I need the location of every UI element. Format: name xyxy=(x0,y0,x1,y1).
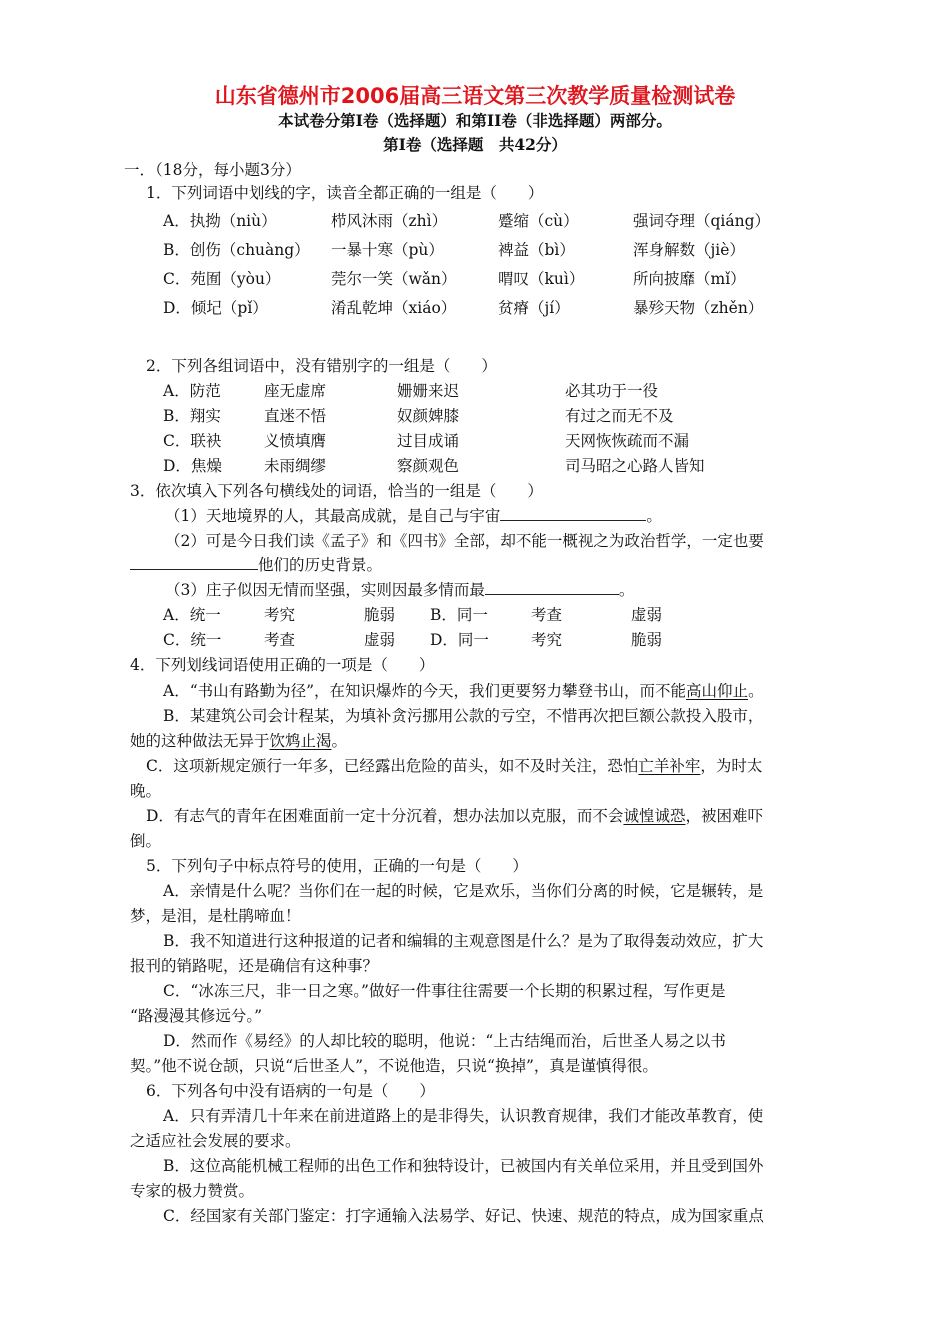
q2-row-c-3: 过目成诵 xyxy=(397,432,460,450)
q1-row-b-4: 浑身解数（jiè） xyxy=(633,241,745,259)
q4-option-b-line2: 她的这种做法无异于饮鸩止渴。 xyxy=(130,732,348,750)
q3-opt-b-1: B．同一 xyxy=(430,606,488,624)
q6-option-b-line2: 专家的极力赞赏。 xyxy=(130,1182,255,1200)
q1-row-a-2: 栉风沐雨（zhì） xyxy=(331,212,448,230)
q2-row-a-1: A．防范 xyxy=(163,382,221,400)
q6-option-a-line1: A．只有弄清几十年来在前进道路上的是非得失，认识教育规律，我们才能改革教育，使 xyxy=(163,1107,764,1125)
question-3-stem: 3．依次填入下列各句横线处的词语，恰当的一组是（ ） xyxy=(130,482,543,500)
q3-opt-d-2: 考究 xyxy=(531,631,563,649)
q1-row-d-4: 暴殄天物（zhěn） xyxy=(633,299,764,317)
exam-title: 山东省德州市2006届高三语文第三次教学质量检测试卷 xyxy=(214,84,736,108)
q2-row-c-2: 义愤填膺 xyxy=(264,432,327,450)
exam-subtitle: 本试卷分第Ⅰ卷（选择题）和第II卷（非选择题）两部分。 xyxy=(278,111,672,130)
q1-row-b-2: 一暴十寒（pù） xyxy=(331,241,444,259)
q4-option-c-line2: 晚。 xyxy=(130,782,162,800)
blank-line xyxy=(130,555,258,570)
q2-row-d-4: 司马昭之心路人皆知 xyxy=(565,457,705,475)
q2-row-b-3: 奴颜婢膝 xyxy=(397,407,460,425)
q5-option-a-line1: A．亲情是什么呢？当你们在一起的时候，它是欢乐，当你们分离的时候，它是辗转，是 xyxy=(163,882,764,900)
underlined-phrase: 亡羊补牢 xyxy=(638,757,701,775)
q3-opt-c-1: C．统一 xyxy=(163,631,222,649)
q1-row-b-1: B．创伤（chuàng） xyxy=(163,241,310,259)
q1-row-a-4: 强词夺理（qiáng） xyxy=(633,212,771,230)
q2-row-b-1: B．翔实 xyxy=(163,407,221,425)
q2-row-a-2: 座无虚席 xyxy=(264,382,327,400)
question-4-stem: 4．下列划线词语使用正确的一项是（ ） xyxy=(130,656,435,674)
q6-option-b-line1: B．这位高能机械工程师的出色工作和独特设计，已被国内有关单位采用，并且受到国外 xyxy=(163,1157,764,1175)
q4-option-a: A．“书山有路勤为径”，在知识爆炸的今天，我们更要努力攀登书山，而不能高山仰止。 xyxy=(163,682,764,700)
q3-opt-a-1: A．统一 xyxy=(163,606,221,624)
question-2-stem: 2．下列各组词语中，没有错别字的一组是（ ） xyxy=(146,357,497,375)
q3-opt-b-3: 虚弱 xyxy=(631,606,663,624)
blank-line xyxy=(485,580,619,595)
q3-sentence-2a: （2）可是今日我们读《孟子》和《四书》全部，却不能一概视之为政治哲学，一定也要 xyxy=(165,532,764,550)
q1-row-c-2: 莞尔一笑（wǎn） xyxy=(331,270,457,288)
q2-row-d-2: 未雨绸缪 xyxy=(264,457,327,475)
q5-option-c-line1: C．“冰冻三尺，非一日之寒。”做好一件事往往需要一个长期的积累过程，写作更是 xyxy=(163,982,726,1000)
question-5-stem: 5．下列句子中标点符号的使用，正确的一句是（ ） xyxy=(146,857,528,875)
q5-option-d-line1: D．然而作《易经》的人却比较的聪明，他说：“上古结绳而治，后世圣人易之以书 xyxy=(163,1032,726,1050)
q3-opt-d-3: 脆弱 xyxy=(631,631,663,649)
q1-row-d-1: D．倾圮（pǐ） xyxy=(163,299,268,317)
q1-row-c-3: 喟叹（kuì） xyxy=(498,270,585,288)
q5-option-b-line1: B．我不知道进行这种报道的记者和编辑的主观意图是什么？是为了取得轰动效应，扩大 xyxy=(163,932,764,950)
q1-row-b-3: 裨益（bì） xyxy=(498,241,575,259)
q1-row-a-3: 蹙缩（cù） xyxy=(498,212,579,230)
q3-sentence-1: （1）天地境界的人，其最高成就，是自己与宇宙 。 xyxy=(165,507,662,525)
q4-option-d-line1: D．有志气的青年在困难面前一定十分沉着，想办法加以克服，而不会诚惶诚恐，被困难吓 xyxy=(146,807,763,825)
q3-sentence-2b: 他们的历史背景。 xyxy=(130,555,382,575)
q5-option-b-line2: 报刊的销路呢，还是确信有这种事？ xyxy=(130,957,379,975)
section-heading: 第Ⅰ卷（选择题 共42分） xyxy=(383,135,567,154)
underlined-phrase: 高山仰止 xyxy=(686,682,749,700)
q1-row-c-4: 所向披靡（mǐ） xyxy=(633,270,746,288)
q5-option-d-line2: 契。”他不说仓颉，只说“后世圣人”，不说他造，只说“换掉”，真是谨慎得很。 xyxy=(130,1057,658,1075)
q3-opt-c-3: 虚弱 xyxy=(364,631,396,649)
q6-option-c-line1: C．经国家有关部门鉴定：打字通输入法易学、好记、快速、规范的特点，成为国家重点 xyxy=(163,1207,764,1225)
q6-option-a-line2: 之适应社会发展的要求。 xyxy=(130,1132,301,1150)
q3-opt-a-2: 考究 xyxy=(264,606,296,624)
q3-sentence-3: （3）庄子似因无情而坚强，实则因最多情而最 。 xyxy=(165,581,635,599)
part-heading: 一．（18分，每小题3分） xyxy=(124,161,301,179)
q1-row-a-1: A．执拗（niù） xyxy=(163,212,277,230)
q3-opt-a-3: 脆弱 xyxy=(364,606,396,624)
q4-option-d-line2: 倒。 xyxy=(130,832,162,850)
underlined-phrase: 饮鸩止渴 xyxy=(269,732,332,750)
q2-row-a-4: 必其功于一役 xyxy=(565,382,659,400)
q2-row-d-3: 察颜观色 xyxy=(397,457,460,475)
blank-line xyxy=(500,506,646,521)
q5-option-c-line2: “路漫漫其修远兮。” xyxy=(130,1007,263,1025)
q2-row-c-4: 天网恢恢疏而不漏 xyxy=(565,432,690,450)
q2-row-c-1: C．联袂 xyxy=(163,432,222,450)
q2-row-a-3: 姗姗来迟 xyxy=(397,382,460,400)
q1-row-d-3: 贫瘠（jí） xyxy=(498,299,570,317)
question-1-stem: 1．下列词语中划线的字，读音全都正确的一组是（ ） xyxy=(146,184,544,202)
q1-row-d-2: 淆乱乾坤（xiáo） xyxy=(331,299,457,317)
q3-opt-b-2: 考查 xyxy=(531,606,563,624)
q4-option-b-line1: B．某建筑公司会计程某，为填补贪污挪用公款的亏空，不惜再次把巨额公款投入股市， xyxy=(163,707,764,725)
q3-opt-c-2: 考查 xyxy=(264,631,296,649)
q5-option-a-line2: 梦，是泪，是杜鹃啼血！ xyxy=(130,907,301,925)
q3-opt-d-1: D．同一 xyxy=(430,631,489,649)
q2-row-b-2: 直迷不悟 xyxy=(264,407,327,425)
question-6-stem: 6．下列各句中没有语病的一句是（ ） xyxy=(146,1082,435,1100)
q2-row-d-1: D．焦燥 xyxy=(163,457,222,475)
q2-row-b-4: 有过之而无不及 xyxy=(565,407,674,425)
q1-row-c-1: C．苑囿（yòu） xyxy=(163,270,281,288)
underlined-phrase: 诚惶诚恐 xyxy=(623,807,686,825)
q4-option-c-line1: C．这项新规定颁行一年多，已经露出危险的苗头，如不及时关注，恐怕亡羊补牢，为时太 xyxy=(146,757,763,775)
